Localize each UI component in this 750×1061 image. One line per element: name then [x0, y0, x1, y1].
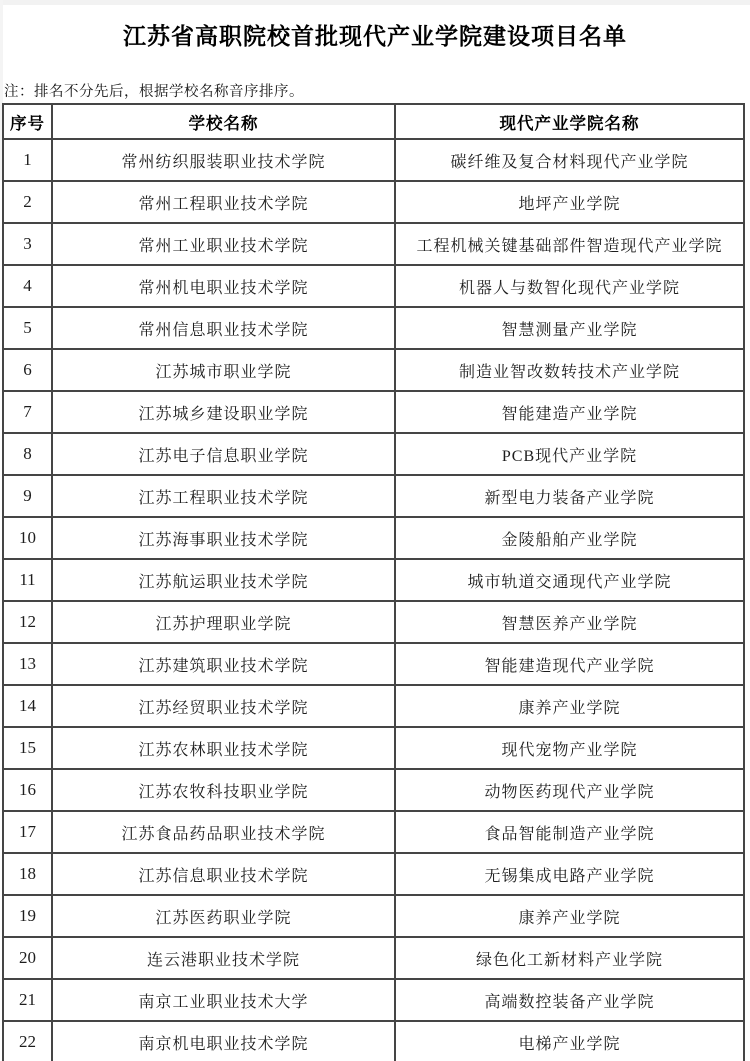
college-name-cell: 食品智能制造产业学院 — [395, 811, 744, 853]
school-name-cell: 江苏电子信息职业学院 — [52, 433, 395, 475]
college-name-cell: 制造业智改数转技术产业学院 — [395, 349, 744, 391]
row-number-cell: 3 — [3, 223, 52, 265]
school-name-cell: 江苏护理职业学院 — [52, 601, 395, 643]
college-name-cell: PCB现代产业学院 — [395, 433, 744, 475]
table-row — [3, 475, 744, 517]
row-number-cell: 7 — [3, 391, 52, 433]
header-cell-index: 序号 — [3, 104, 52, 139]
row-number-cell: 2 — [3, 181, 52, 223]
college-name-cell: 康养产业学院 — [395, 895, 744, 937]
table-row — [3, 895, 744, 937]
college-name-cell: 机器人与数智化现代产业学院 — [395, 265, 744, 307]
row-number-cell: 14 — [3, 685, 52, 727]
row-number-cell: 19 — [3, 895, 52, 937]
school-name-cell: 江苏工程职业技术学院 — [52, 475, 395, 517]
school-name-cell: 常州纺织服装职业技术学院 — [52, 139, 395, 181]
row-number-cell: 21 — [3, 979, 52, 1021]
school-name-cell: 江苏经贸职业技术学院 — [52, 685, 395, 727]
page-title: 江苏省高职院校首批现代产业学院建设项目名单 — [123, 24, 627, 49]
school-name-cell: 江苏农林职业技术学院 — [52, 727, 395, 769]
table-header-row — [3, 104, 744, 139]
college-name-cell: 金陵船舶产业学院 — [395, 517, 744, 559]
table-row — [3, 223, 744, 265]
college-name-cell: 无锡集成电路产业学院 — [395, 853, 744, 895]
table-row — [3, 1021, 744, 1061]
college-name-cell: 智慧测量产业学院 — [395, 307, 744, 349]
row-number-cell: 4 — [3, 265, 52, 307]
college-name-cell: 智能建造产业学院 — [395, 391, 744, 433]
table-row — [3, 979, 744, 1021]
row-number-cell: 22 — [3, 1021, 52, 1061]
row-number-cell: 15 — [3, 727, 52, 769]
school-name-cell: 江苏航运职业技术学院 — [52, 559, 395, 601]
table-row — [3, 937, 744, 979]
college-name-cell: 智能建造现代产业学院 — [395, 643, 744, 685]
table-row — [3, 349, 744, 391]
row-number-cell: 12 — [3, 601, 52, 643]
school-name-cell: 江苏城市职业学院 — [52, 349, 395, 391]
school-name-cell: 江苏信息职业技术学院 — [52, 853, 395, 895]
school-name-cell: 江苏农牧科技职业学院 — [52, 769, 395, 811]
row-number-cell: 18 — [3, 853, 52, 895]
college-name-cell: 动物医药现代产业学院 — [395, 769, 744, 811]
row-number-cell: 17 — [3, 811, 52, 853]
table-body — [3, 139, 744, 1061]
college-name-cell: 新型电力装备产业学院 — [395, 475, 744, 517]
table-row — [3, 853, 744, 895]
college-name-cell: 城市轨道交通现代产业学院 — [395, 559, 744, 601]
school-name-cell: 江苏建筑职业技术学院 — [52, 643, 395, 685]
row-number-cell: 5 — [3, 307, 52, 349]
table-row — [3, 559, 744, 601]
table-row — [3, 391, 744, 433]
table-row — [3, 139, 744, 181]
row-number-cell: 13 — [3, 643, 52, 685]
school-name-cell: 江苏食品药品职业技术学院 — [52, 811, 395, 853]
table-row — [3, 265, 744, 307]
table-row — [3, 433, 744, 475]
college-name-cell: 智慧医养产业学院 — [395, 601, 744, 643]
school-name-cell: 江苏城乡建设职业学院 — [52, 391, 395, 433]
college-name-cell: 工程机械关键基础部件智造现代产业学院 — [395, 223, 744, 265]
school-name-cell: 常州信息职业技术学院 — [52, 307, 395, 349]
table-row — [3, 685, 744, 727]
table-row — [3, 727, 744, 769]
school-name-cell: 连云港职业技术学院 — [52, 937, 395, 979]
table-row — [3, 643, 744, 685]
school-name-cell: 南京工业职业技术大学 — [52, 979, 395, 1021]
school-name-cell: 常州工程职业技术学院 — [52, 181, 395, 223]
college-name-cell: 高端数控装备产业学院 — [395, 979, 744, 1021]
row-number-cell: 1 — [3, 139, 52, 181]
table-row — [3, 181, 744, 223]
row-number-cell: 9 — [3, 475, 52, 517]
college-name-cell: 康养产业学院 — [395, 685, 744, 727]
page-edge-shade-top — [0, 0, 750, 5]
college-name-cell: 地坪产业学院 — [395, 181, 744, 223]
table-header — [3, 104, 744, 139]
school-name-cell: 江苏医药职业学院 — [52, 895, 395, 937]
row-number-cell: 20 — [3, 937, 52, 979]
school-name-cell: 江苏海事职业技术学院 — [52, 517, 395, 559]
table-row — [3, 517, 744, 559]
school-name-cell: 常州机电职业技术学院 — [52, 265, 395, 307]
ranking-note: 注：排名不分先后，根据学校名称音序排序。 — [4, 84, 304, 100]
school-name-cell: 南京机电职业技术学院 — [52, 1021, 395, 1061]
row-number-cell: 10 — [3, 517, 52, 559]
row-number-cell: 11 — [3, 559, 52, 601]
table-row — [3, 811, 744, 853]
row-number-cell: 6 — [3, 349, 52, 391]
row-number-cell: 8 — [3, 433, 52, 475]
project-list-table — [2, 103, 745, 1061]
header-cell-college: 现代产业学院名称 — [395, 104, 744, 139]
college-name-cell: 电梯产业学院 — [395, 1021, 744, 1061]
table-row — [3, 769, 744, 811]
school-name-cell: 常州工业职业技术学院 — [52, 223, 395, 265]
college-name-cell: 现代宠物产业学院 — [395, 727, 744, 769]
college-name-cell: 碳纤维及复合材料现代产业学院 — [395, 139, 744, 181]
table-row — [3, 307, 744, 349]
college-name-cell: 绿色化工新材料产业学院 — [395, 937, 744, 979]
header-cell-school: 学校名称 — [52, 104, 395, 139]
row-number-cell: 16 — [3, 769, 52, 811]
table-row — [3, 601, 744, 643]
